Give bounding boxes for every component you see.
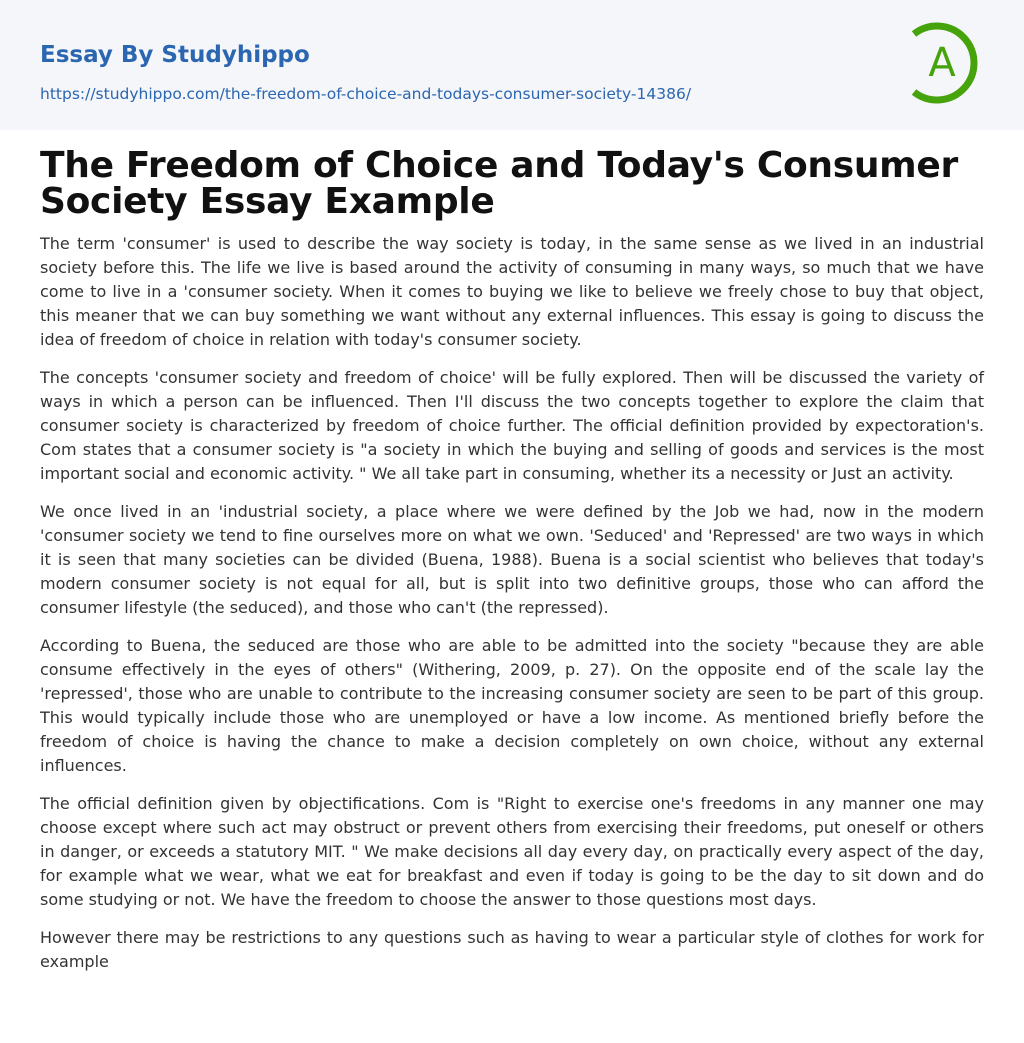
logo-letter: A bbox=[928, 40, 956, 86]
paragraph: According to Buena, the seduced are those who are able to be admitted into the society "because they are able consume effectively in the eyes of others" (Withering, 2009, p. 27). On the opposite end of the scale lay the 'repressed', those who are unable to contribute to the increasing consumer society are seen to be part of this group. This would typically include those who are unemployed or have a low income. As mentioned briefly before the freedom of choice is having the chance to make a decision completely on own choice, without any external influences. bbox=[40, 636, 984, 775]
brand-title: Essay By Studyhippo bbox=[40, 42, 310, 68]
site-header bbox=[0, 0, 1024, 130]
studyhippo-logo-icon[interactable] bbox=[900, 18, 990, 108]
paragraph: The official definition given by objectifications. Com is "Right to exercise one's freedoms in any manner one may choose except where such act may obstruct or prevent others from exercising their freedoms, put oneself or others in danger, or exceeds a statutory MIT. " We make decisions all day every day, on practically every aspect of the day, for example what we wear, what we eat for breakfast and even if today is going to be the day to sit down and do some studying or not. We have the freedom to choose the answer to those questions most days. bbox=[40, 794, 984, 909]
source-url-link[interactable]: https://studyhippo.com/the-freedom-of-choice-and-todays-consumer-society-14386/ bbox=[40, 85, 692, 103]
article bbox=[0, 130, 1024, 974]
article-title: The Freedom of Choice and Today's Consumer Society Essay Example bbox=[40, 145, 958, 222]
paragraph: The concepts 'consumer society and freedom of choice' will be fully explored. Then will be discussed the variety of ways in which a person can be influenced. Then I'll discuss the two concepts together to explore the claim that consumer society is characterized by freedom of choice further. The official definition provided by expectoration's. Com states that a consumer society is "a society in which the buying and selling of goods and services is the most important social and economic activity. " We all take part in consuming, whether its a necessity or Just an activity. bbox=[40, 368, 984, 483]
paragraph: However there may be restrictions to any questions such as having to wear a particular style of clothes for work for example bbox=[40, 928, 984, 971]
paragraph: The term 'consumer' is used to describe the way society is today, in the same sense as we lived in an industrial society before this. The life we live is based around the activity of consuming in many ways, so much that we have come to live in a 'consumer society. When it comes to buying we like to believe we freely chose to buy that object, this meaner that we can buy something we want without any external influences. This essay is going to discuss the idea of freedom of choice in relation with today's consumer society. bbox=[40, 234, 984, 349]
paragraph: We once lived in an 'industrial society, a place where we were defined by the Job we had, now in the modern 'consumer society we tend to fine ourselves more on what we own. 'Seduced' and 'Repressed' are two ways in which it is seen that many societies can be divided (Buena, 1988). Buena is a social scientist who believes that today's modern consumer society is not equal for all, but is split into two definitive groups, those who can afford the consumer lifestyle (the seduced), and those who can't (the repressed). bbox=[40, 502, 984, 617]
